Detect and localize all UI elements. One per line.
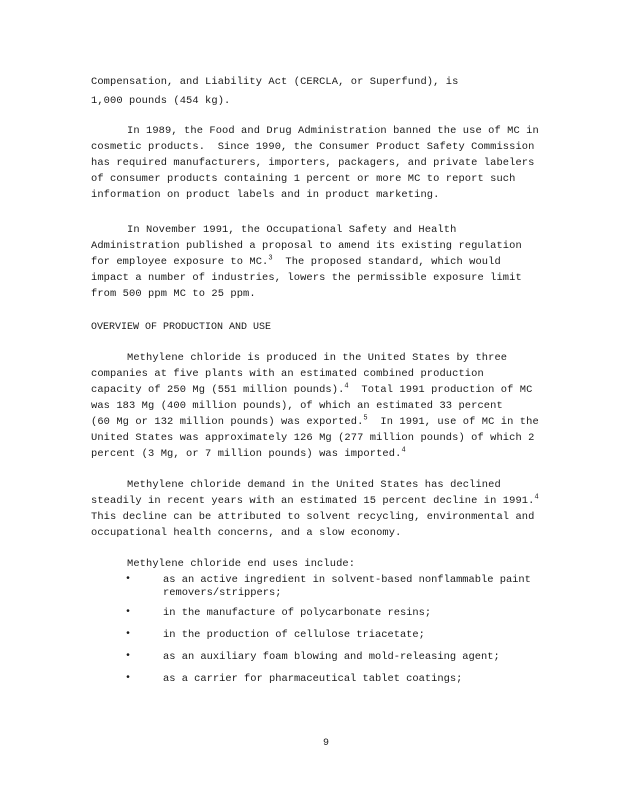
section-heading: OVERVIEW OF PRODUCTION AND USE: [91, 322, 272, 333]
fda-line-4: of consumer products containing 1 percent or more MC to report such: [91, 173, 516, 185]
demand-line-3: This decline can be attributed to solvent recycling, environmental and: [91, 511, 535, 523]
demand-line-2: [91, 494, 539, 508]
list-item: in the manufacture of polycarbonate resins;: [163, 607, 432, 619]
fda-line-5: information on product labels and in product marketing.: [91, 189, 440, 201]
end-uses-intro: Methylene chloride end uses include:: [127, 558, 356, 570]
production-line-2: companies at five plants with an estimated combined production: [91, 368, 484, 380]
intro-line-1: Compensation, and Liability Act (CERCLA, or Superfund), is: [91, 76, 459, 88]
page-number: 9: [323, 738, 330, 749]
production-line-3: [91, 383, 532, 397]
fda-line-2: cosmetic products. Since 1990, the Consumer Product Safety Commission: [91, 141, 535, 153]
osha-line-3: [91, 255, 501, 269]
demand-line-4: occupational health concerns, and a slow economy.: [91, 527, 402, 539]
production-line-5: [91, 415, 539, 429]
list-item: as a carrier for pharmaceutical tablet coatings;: [163, 673, 463, 685]
bullet-icon: •: [125, 673, 132, 684]
production-line-3-text: capacity of 250 Mg (551 million pounds).: [91, 384, 345, 396]
production-line-4: was 183 Mg (400 million pounds), of which an estimated 33 percent: [91, 400, 503, 412]
osha-line-3-rest: The proposed standard, which would: [272, 256, 501, 268]
production-line-3-rest: Total 1991 production of MC: [348, 384, 533, 396]
production-line-5-text: (60 Mg or 132 million pounds) was exported.: [91, 416, 364, 428]
list-item-continuation: removers/strippers;: [163, 587, 282, 599]
bullet-icon: •: [125, 607, 132, 618]
osha-line-2: Administration published a proposal to amend its existing regulation: [91, 240, 522, 252]
production-line-5-rest: In 1991, use of MC in the: [367, 416, 539, 428]
osha-line-1: In November 1991, the Occupational Safety and Health: [127, 224, 457, 236]
footnote-ref: 3: [268, 254, 273, 263]
osha-line-4: impact a number of industries, lowers the permissible exposure limit: [91, 272, 522, 284]
footnote-ref: 4: [344, 382, 349, 391]
list-item: as an auxiliary foam blowing and mold-releasing agent;: [163, 651, 500, 663]
demand-line-1: Methylene chloride demand in the United States has declined: [127, 479, 501, 491]
production-line-7: [91, 447, 406, 461]
bullet-icon: •: [125, 651, 132, 662]
fda-line-3: has required manufacturers, importers, packagers, and private labelers: [91, 157, 535, 169]
production-line-7-text: percent (3 Mg, or 7 million pounds) was imported.: [91, 448, 402, 460]
fda-line-1: In 1989, the Food and Drug Administration banned the use of MC in: [127, 125, 539, 137]
footnote-ref: 5: [363, 414, 368, 423]
production-line-1: Methylene chloride is produced in the United States by three: [127, 352, 508, 364]
footnote-ref: 4: [401, 446, 406, 455]
bullet-icon: •: [125, 574, 132, 585]
production-line-6: United States was approximately 126 Mg (277 million pounds) of which 2: [91, 432, 535, 444]
list-item: in the production of cellulose triacetate;: [163, 629, 425, 641]
demand-line-2-text: steadily in recent years with an estimated 15 percent decline in 1991.: [91, 495, 535, 507]
list-item: as an active ingredient in solvent-based nonflammable paint: [163, 574, 531, 586]
intro-line-2: 1,000 pounds (454 kg).: [91, 95, 231, 107]
footnote-ref: 4: [534, 493, 539, 502]
bullet-icon: •: [125, 629, 132, 640]
osha-line-3-text: for employee exposure to MC.: [91, 256, 269, 268]
osha-line-5: from 500 ppm MC to 25 ppm.: [91, 288, 256, 300]
